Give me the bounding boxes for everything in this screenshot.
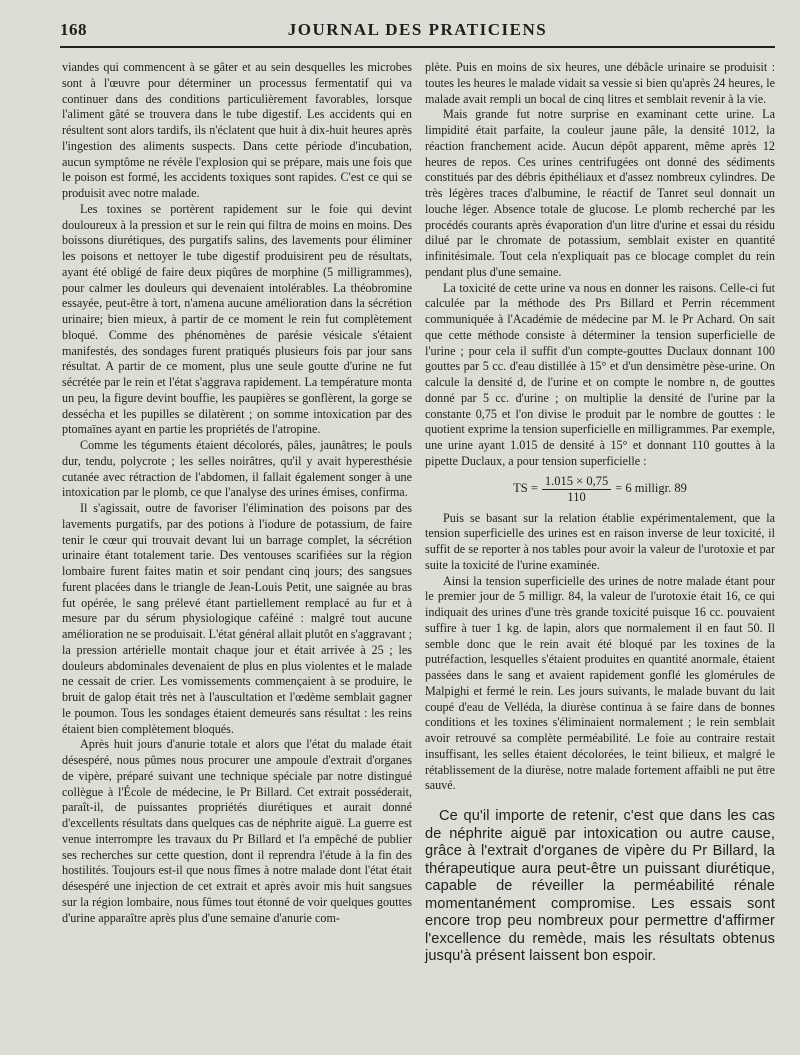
paragraph: Il s'agissait, outre de favoriser l'élimination des poisons par des lavements purgatifs, par des potions à l'iodure de potassium, de faire tenir le cœur qui trouvait devant lui un barrage complet, la sécrétion urinaire étant totalement tarie. Des ventouses scarifiées sur la région lombaire furent faites matin et soir pendant cinq jours; des sangsues furent placées dans le triangle de Jean-Louis Petit, une saignée au bras fut opérée, le sang prélevé étant partiellement remplacé au fur et à mesure par du sérum physiologique caféiné : malgré tout aucune amélioration ne se produisait. L'état général allait plutôt en s'aggravant ; la pression artérielle montait chaque jour et était arrivée à 25 ; les douleurs abdominales devenaient de plus en plus violentes et le malade ne cessait de crier. Les vomissements commençaient à se produire, le bruit de galop était très net à l'auscultation et l'œdème semblait gagner le poumon. Tous les sondages étaient demeurés sans résultat : les reins étaient bien complètement bloqués.	[62, 501, 412, 736]
tension-formula	[425, 474, 775, 505]
paragraph: Puis se basant sur la relation établie expérimentalement, que la tension superficielle des urines est en raison inverse de leur toxicité, il suffit de se reporter à nos tables pour avoir la valeur de l'urotoxie et par suite la toxicité de l'urine examinée.	[425, 510, 775, 572]
paragraph: viandes qui commencent à se gâter et au sein desquelles les microbes sont à l'œuvre pour déterminer un processus fermentatif qui va continuer dans des conditions particulièrement favorables, lorsque l'aliment gâté se trouvera dans le tube digestif. Les accidents qui en résultent sont alors tardifs, ils n'éclatent que huit à dix-huit heures après l'ingestion des aliments suspects. Dans cette période d'incubation, aucun symptôme ne révèle l'explosion qui se prépare, mais une fois que le poison est formé, les accidents toxiques sont rapides. C'est ce qui se produisit avec notre malade.	[62, 60, 412, 200]
header-rule	[60, 46, 775, 48]
paragraph: Les toxines se portèrent rapidement sur le foie qui devint douloureux à la pression et sur le rein qui filtra de moins en moins. Des boissons diurétiques, des purgatifs salins, des lavements pour éliminer les poisons et nettoyer le tube digestif produisirent peu de résultats, ayant été obligé de faire deux piqûres de morphine (5 milligrammes), pour calmer les douleurs qui devenaient intolérables. La théobromine essayée, peut-être à tort, n'amena aucune amélioration dans la sécrétion urinaire; bien mieux, à partir de ce moment le rein fut complètement bloqué. Comme des phénomènes de parésie vésicale s'étaient manifestés, des sondages furent pratiqués plusieurs fois par jour sans résultat. A partir de ce moment, plus une seule goutte d'urine ne fut sécrétée par le rein et l'état s'aggrava rapidement. La température monta un peu, la figure devint bouffie, les paupières se gonflèrent, la gorge se dessécha et les pupilles se dilatèrent ; on somme intoxication par des ptomaïnes ayant en partie les propriétés de l'atropine.	[62, 201, 412, 437]
paragraph: Mais grande fut notre surprise en examinant cette urine. La limpidité était parfaite, la couleur jaune pâle, la densité 1012, la réaction franchement acide. Aucun dépôt apparent, même après 12 heures de repos. Ces urines centrifugées ont donné des sédiments constitués par des débris épithéliaux et d'assez nombreux cylindres. De très légères traces d'albumine, le réactif de Tanret seul donnait un louche léger. Absence totale de glucose. Le plomb recherché par les procédés courants après évaporation d'un litre d'urine et essai du résidu dilué par le chromate de potassium, semblait exister en quantité infinitésimale. Tout cela n'expliquait pas ce blocage complet du rein pendant plus d'une semaine.	[425, 107, 775, 279]
formula-numerator: 1.015 × 0,75	[542, 474, 611, 490]
paragraph: Ainsi la tension superficielle des urines de notre malade étant pour le premier jour de 5 milligr. 84, la valeur de l'urotoxie était 16, ce qui indiquait des urines d'une très grande toxicité puisque 16 cc. pouvaient suffire à tuer 1 kg. de lapin, alors que normalement il en faut 50. Il semble donc que le rein avait été bloqué par les toxines de la putréfaction, lesquelles s'étaient produites en quantité anormale, étaient passées dans le sang et avaient rapidement gonflé les glomérules de Malpighi et fermé le rein. Les jours suivants, le malade buvant du lait coupé d'eau de Velléda, la diurèse continua à se faire dans de bonnes conditions et les toxines s'éliminaient normalement ; le rein semblait avoir retrouvé sa complète perméabilité. Le foie au contraire restait insuffisant, les selles étaient décolorées, le teint bilieux, et malgré le rétablissement de la diurèse, notre malade fortement affaibli ne put être sauvé.	[425, 573, 775, 793]
paragraph: La toxicité de cette urine va nous en donner les raisons. Celle-ci fut calculée par la méthode des Prs Billard et Perrin récemment communiquée à l'Académie de médecine par M. le Pr Achard. On sait que cette méthode consiste à déterminer la tension superficielle de l'urine ; pour cela il suffit d'un compte-gouttes Duclaux donnant 100 gouttes par 5 cc. d'eau distillée à 15° et d'un densimètre pèse-urine. On calcule la densité d, de l'urine et on compte le nombre n, de gouttes donné par 5 cc. d'urine ; on multiplie la densité de l'urine par la constante 0,75 et l'on divise le produit par le nombre de gouttes : le quotient exprime la tension superficielle en milligrammes. Par exemple, une urine ayant 1.015 de densité à 15° et donnant 110 gouttes à la pipette Duclaux, a pour tension superficielle :	[425, 280, 775, 468]
paragraph: Comme les téguments étaient décolorés, pâles, jaunâtres; le pouls dur, tendu, polycrote ; les selles noirâtres, qu'il y avait hyperesthésie cutanée avec rétraction de l'abdomen, il fallait également songer à une intoxication par le plomb, ce que l'analyse des urines émises, confirma.	[62, 438, 412, 500]
left-column	[62, 60, 412, 926]
formula-rhs: = 6 milligr. 89	[615, 481, 687, 496]
conclusion-text: Ce qu'il importe de retenir, c'est que dans les cas de néphrite aiguë par intoxication ou autre cause, grâce à l'extrait d'organes de vipère du Pr Billard, la thérapeutique aura peut-être un puissant diurétique, capable de réveiller la perméabilité rénale momentanément compromise. Les essais sont encore trop peu nombreux pour permettre d'affirmer l'excellence du remède, mais les résultats obtenus jusqu'à présent laissent bon espoir.	[425, 808, 775, 964]
paragraph: Après huit jours d'anurie totale et alors que l'état du malade était désespéré, nous pûmes nous procurer une ampoule d'extrait d'organes de vipère, préparé suivant une technique spéciale par notre distingué collègue à l'École de médecine, le Pr Billard. Cet extrait posséderait, paraît-il, de puissantes propriétés diurétiques et aurait donné d'excellents résultats dans quelques cas de néphrite aiguë. La guerre est venue interrompre les travaux du Pr Billard et l'a empêché de publier ses recherches sur cette question, dont il reprendra l'étude à la fin des hostilités. Toujours est-il que nous fîmes à notre malade dont l'état était désespéré une injection de cet extrait et après avoir mis huit sangsues sur la région lombaire, nous fûmes tout étonné de voir quelques gouttes d'urine apparaître après plus d'une semaine d'anurie com-	[62, 737, 412, 925]
formula-lhs: TS =	[513, 481, 538, 496]
page-header	[60, 18, 775, 44]
journal-title: JOURNAL DES PRATICIENS	[287, 20, 548, 39]
formula-denominator: 110	[567, 489, 586, 504]
paragraph: plète. Puis en moins de six heures, une débâcle urinaire se produisit : toutes les heures le malade vidait sa vessie si bien qu'après 24 heures, le malade avait rempli un bocal de cinq litres et semblait revenir à la vie.	[425, 60, 775, 106]
formula-fraction	[542, 474, 611, 505]
page-number: 168	[60, 20, 87, 39]
right-column	[425, 60, 775, 966]
conclusion-block	[425, 808, 775, 966]
